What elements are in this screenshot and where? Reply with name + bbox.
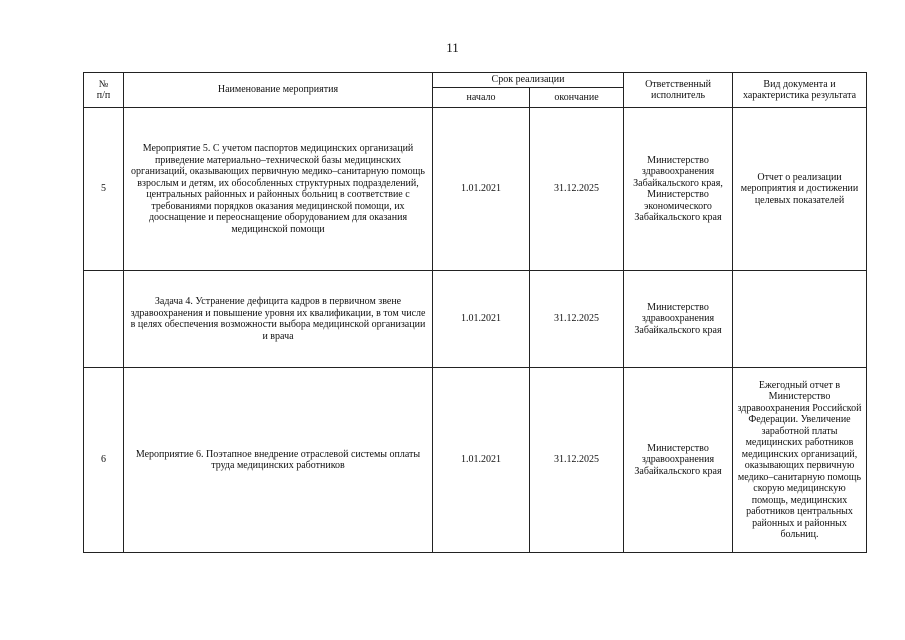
- page-number: 11: [446, 40, 459, 55]
- row-number: [84, 271, 124, 368]
- header-end: окончание: [530, 88, 624, 108]
- row-start: 1.01.2021: [433, 108, 530, 271]
- row-document: [733, 271, 867, 368]
- row-number: 5: [84, 108, 124, 271]
- header-number: [84, 73, 124, 108]
- row-end: 31.12.2025: [530, 271, 624, 368]
- header-start: начало: [433, 88, 530, 108]
- row-name: Мероприятие 5. С учетом паспортов медицинских организаций приведение материально–технической базы медицинских организаций, оказывающих первичную медико–санитарную помощь взрослым и детям, их обособленных структурных подразделений, центральных районных и районных больниц в соответствие с требованиями порядков оказания медицинской помощи, их дооснащение и переоснащение оборудованием для оказания медицинской помощи: [124, 108, 433, 271]
- row-responsible: Министерство здравоохранения Забайкальского края, Министерство экономического Забайкальского края: [624, 108, 733, 271]
- row-start: 1.01.2021: [433, 271, 530, 368]
- header-responsible: Ответственный исполнитель: [624, 73, 733, 108]
- row-name: Задача 4. Устранение дефицита кадров в первичном звене здравоохранения и повышение уровня их квалификации, в том числе в целях обеспечения возможности выбора медицинской организации и врача: [124, 271, 433, 368]
- header-document: Вид документа и характеристика результата: [733, 73, 867, 108]
- row-start: 1.01.2021: [433, 368, 530, 553]
- row-end: 31.12.2025: [530, 368, 624, 553]
- row-end: 31.12.2025: [530, 108, 624, 271]
- row-number: 6: [84, 368, 124, 553]
- header-name: Наименование мероприятия: [124, 73, 433, 108]
- row-document: Ежегодный отчет в Министерство здравоохранения Российской Федерации. Увеличение заработной платы медицинских работников медицинских организаций, оказывающих первичную медико–санитарную помощь скорую медицинскую помощь, медицинских работников центральных районных и районных больниц.: [733, 368, 867, 553]
- activities-table: [83, 72, 867, 553]
- row-name: Мероприятие 6. Поэтапное внедрение отраслевой системы оплаты труда медицинских работников: [124, 368, 433, 553]
- header-number-line2: п/п: [96, 90, 111, 101]
- table-row: [84, 368, 867, 553]
- row-responsible: Министерство здравоохранения Забайкальского края: [624, 271, 733, 368]
- header-number-line1: №: [98, 78, 109, 90]
- header-term: Срок реализации: [433, 73, 624, 88]
- row-responsible: Министерство здравоохранения Забайкальского края: [624, 368, 733, 553]
- table-row: [84, 271, 867, 368]
- row-document: Отчет о реализации мероприятия и достижении целевых показателей: [733, 108, 867, 271]
- table-row: [84, 108, 867, 271]
